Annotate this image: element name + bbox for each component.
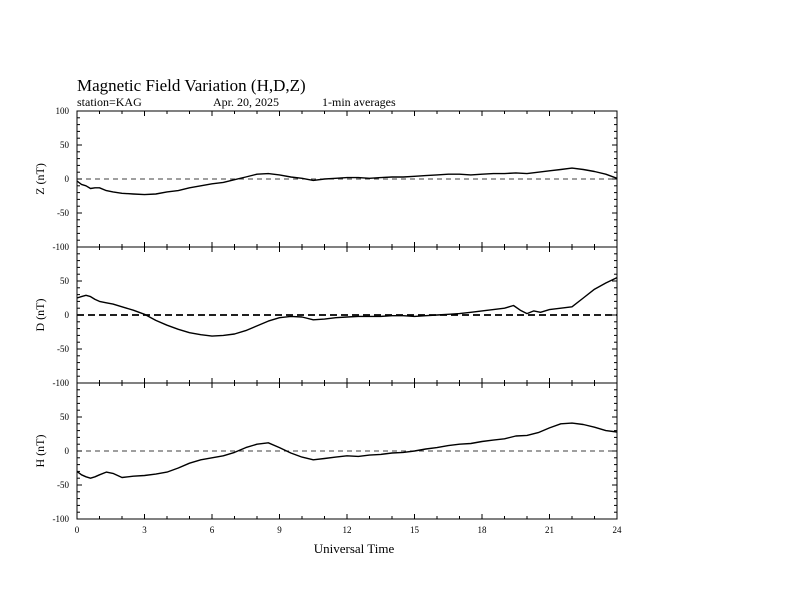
y-tick-label: -50 — [57, 208, 69, 218]
y-tick-label: 0 — [64, 446, 69, 456]
panel-z — [33, 106, 617, 252]
x-tick-label: 21 — [545, 525, 554, 535]
x-tick-label: 24 — [612, 525, 622, 535]
x-tick-label: 0 — [74, 525, 80, 535]
panel-h — [33, 383, 617, 524]
averaging-label: 1-min averages — [322, 95, 396, 109]
y-tick-label: -100 — [52, 514, 69, 524]
y-tick-label: -100 — [52, 378, 69, 388]
y-tick-label: -50 — [57, 344, 69, 354]
y-tick-label: 100 — [55, 106, 69, 116]
x-tick-label: 3 — [142, 525, 147, 535]
y-tick-label: 50 — [60, 140, 69, 150]
y-axis-label: D (nT) — [33, 298, 47, 332]
series-line-d — [77, 278, 617, 337]
chart-title: Magnetic Field Variation (H,D,Z) — [77, 76, 306, 95]
y-axis-label: Z (nT) — [33, 163, 47, 195]
x-tick-label: 12 — [342, 525, 352, 535]
x-axis-label: Universal Time — [313, 541, 395, 556]
series-line-z — [77, 168, 617, 195]
x-tick-label: 18 — [477, 525, 487, 535]
x-axis — [75, 525, 622, 535]
y-tick-label: 0 — [64, 174, 69, 184]
y-tick-label: 50 — [60, 412, 69, 422]
y-axis-label: H (nT) — [33, 434, 47, 468]
y-tick-label: -100 — [52, 242, 69, 252]
x-tick-label: 15 — [410, 525, 419, 535]
panels-group — [33, 106, 617, 524]
x-tick-label: 9 — [277, 525, 282, 535]
y-tick-label: -50 — [57, 480, 69, 490]
y-tick-label: 50 — [60, 276, 69, 286]
date-label: Apr. 20, 2025 — [213, 95, 279, 109]
panel-d — [33, 247, 617, 388]
y-tick-label: 0 — [64, 310, 69, 320]
station-label: station=KAG — [77, 95, 142, 109]
x-tick-label: 6 — [209, 525, 215, 535]
